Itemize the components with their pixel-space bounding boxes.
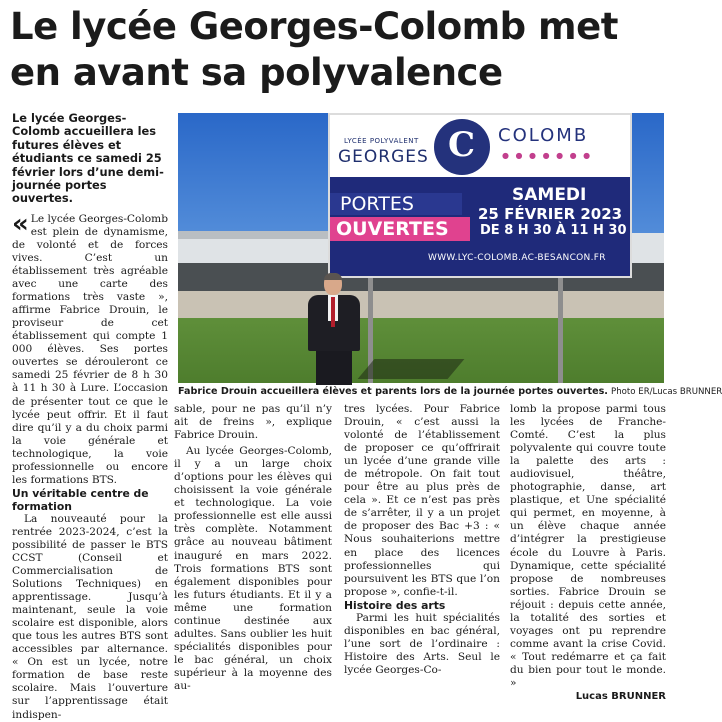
- sign-post: [558, 278, 563, 383]
- subhead-formation: Un véritable centre de formation: [12, 486, 149, 513]
- paragraph: sable, pour ne pas qu’il n’y ait de freins », explique Fabrice Drouin.: [174, 403, 332, 442]
- photo-caption: [178, 386, 722, 398]
- photo-credit: Photo ER/Lucas BRUNNER: [611, 387, 722, 397]
- person-tie: [331, 297, 335, 327]
- headline-line-2: en avant sa polyvalence: [10, 51, 503, 94]
- column-1: [12, 112, 168, 722]
- quote-mark: «: [12, 208, 29, 239]
- photo-shadow: [358, 359, 465, 379]
- column-3: [344, 403, 500, 677]
- photo-person: [302, 273, 366, 385]
- paragraph: tres lycées. Pour Fabrice Drouin, « c’est aussi la volonté de l’établissement de proposer ce qu’offrirait un lycée d’une grande ville de métropole. On fait tout pour être au plus près de cela ». Et ce n’est pas près de s’arrêter, il y a un projet de proposer des Bac +3 : « Nous souhaiterions mettre en place des licences professionnelles qui poursuivent les BTS que l’on propose », confie-t-il.: [344, 403, 500, 598]
- banner-portes: PORTES: [330, 193, 462, 215]
- intro-paragraph: [12, 208, 168, 487]
- banner-ouvertes: OUVERTES: [330, 217, 470, 241]
- paragraph: Parmi les huit spécialités disponibles en bac général, l’une sort de l’ordinaire : Histoire des Arts. Seul le lycée Georges-Co-: [344, 611, 500, 676]
- banner-header: [330, 115, 630, 177]
- intro-text: Le lycée Georges-Colomb est plein de dynamisme, de volonté et de forces vives. C’est un établissement très agréable avec une carte des formations très vaste », affirme Fabrice Drouin, le proviseur de cet établissement qui compte 1 000 élèves. Ses portes ouvertes se dérouleront ce samedi 25 février de 8 h 30 à 11 h 30 à Lure. L’occasion de présenter tout ce que le lycée peut offrir. Et il faut dire qu’il y a du choix parmi la voie générale et technologique, la voie professionnelle ou encore les formations BTS.: [12, 212, 168, 486]
- school-logo-icon: [434, 119, 490, 175]
- paragraph: lomb la propose parmi tous les lycées de Franche-Comté. C’est la plus polyvalente qui couvre toute la palette des arts : audiovisuel, théâtre, photographie, danse, art plastique, et Une spécialité qui permet, en moyenne, à un élève chaque année d’intégrer la prestigieuse école du Louvre à Paris. Dynamique, cette spécialité propose de nombreuses sorties. Fabrice Drouin se réjouit : depuis cette année, la totalité des sorties et voyages ont pu reprendre comme avant la crise Covid. « Tout redémarre et ça fait du bien pour tout le monde. »: [510, 403, 666, 689]
- banner-date: 25 FÉVRIER 2023: [478, 205, 623, 223]
- paragraph: Au lycée Georges-Colomb, il y a un large choix d’options pour les élèves qui choisissent la voie générale et technologique. La voie professionnelle est elle aussi très complète. Notamment grâce au nouveau bâtiment inauguré en mars 2022. Trois formations BTS sont également disponibles pour les futurs étudiants. Et il y a même une formation continue destinée aux adultes. Sans oublier les huit spécialités disponibles pour le bac général, un choix supérieur à la moyenne des au-: [174, 445, 332, 692]
- banner-hours: DE 8 H 30 À 11 H 30: [480, 223, 627, 238]
- person-legs: [316, 351, 352, 385]
- article-chapo: Le lycée Georges-Colomb accueillera les futures élèves et étudiants ce samedi 25 février lors d’une demi-journée portes ouvertes.: [12, 111, 164, 206]
- column-4: [510, 403, 666, 703]
- caption-text: Fabrice Drouin accueillera élèves et parents lors de la journée portes ouvertes.: [178, 386, 608, 397]
- article-headline: [10, 4, 670, 96]
- column-2: [174, 403, 332, 693]
- subhead-histoire-des-arts: Histoire des arts: [344, 598, 446, 612]
- headline-line-1: Le lycée Georges-Colomb met: [10, 5, 618, 48]
- paragraph: La nouveauté pour la rentrée 2023-2024, c’est la possibilité de passer le BTS CCST (Conseil et Commercialisation de Solutions Techniques) en apprentissage. Jusqu’à maintenant, seule la voie scolaire est disponible, alors que tous les autres BTS sont accessibles par alternance. « On est un lycée, notre formation de base reste scolaire. Mais l’ouverture sur l’apprentissage était indispen-: [12, 512, 168, 721]
- banner-samedi: SAMEDI: [512, 185, 587, 205]
- banner-colomb: COLOMB: [498, 125, 589, 146]
- article-photo: [178, 113, 664, 383]
- logo-letter: C: [448, 125, 476, 165]
- person-hair: [324, 273, 342, 280]
- banner-dots-decoration: ● ● ● ● ● ● ●: [502, 151, 593, 160]
- banner-georges: GEORGES: [338, 147, 429, 167]
- banner-lycee-polyvalent: LYCÉE POLYVALENT: [344, 137, 419, 145]
- author-signature: Lucas BRUNNER: [575, 691, 666, 703]
- banner-url: WWW.LYC-COLOMB.AC-BESANCON.FR: [428, 253, 606, 263]
- photo-building-roof: [178, 231, 348, 239]
- open-day-banner: [328, 113, 632, 278]
